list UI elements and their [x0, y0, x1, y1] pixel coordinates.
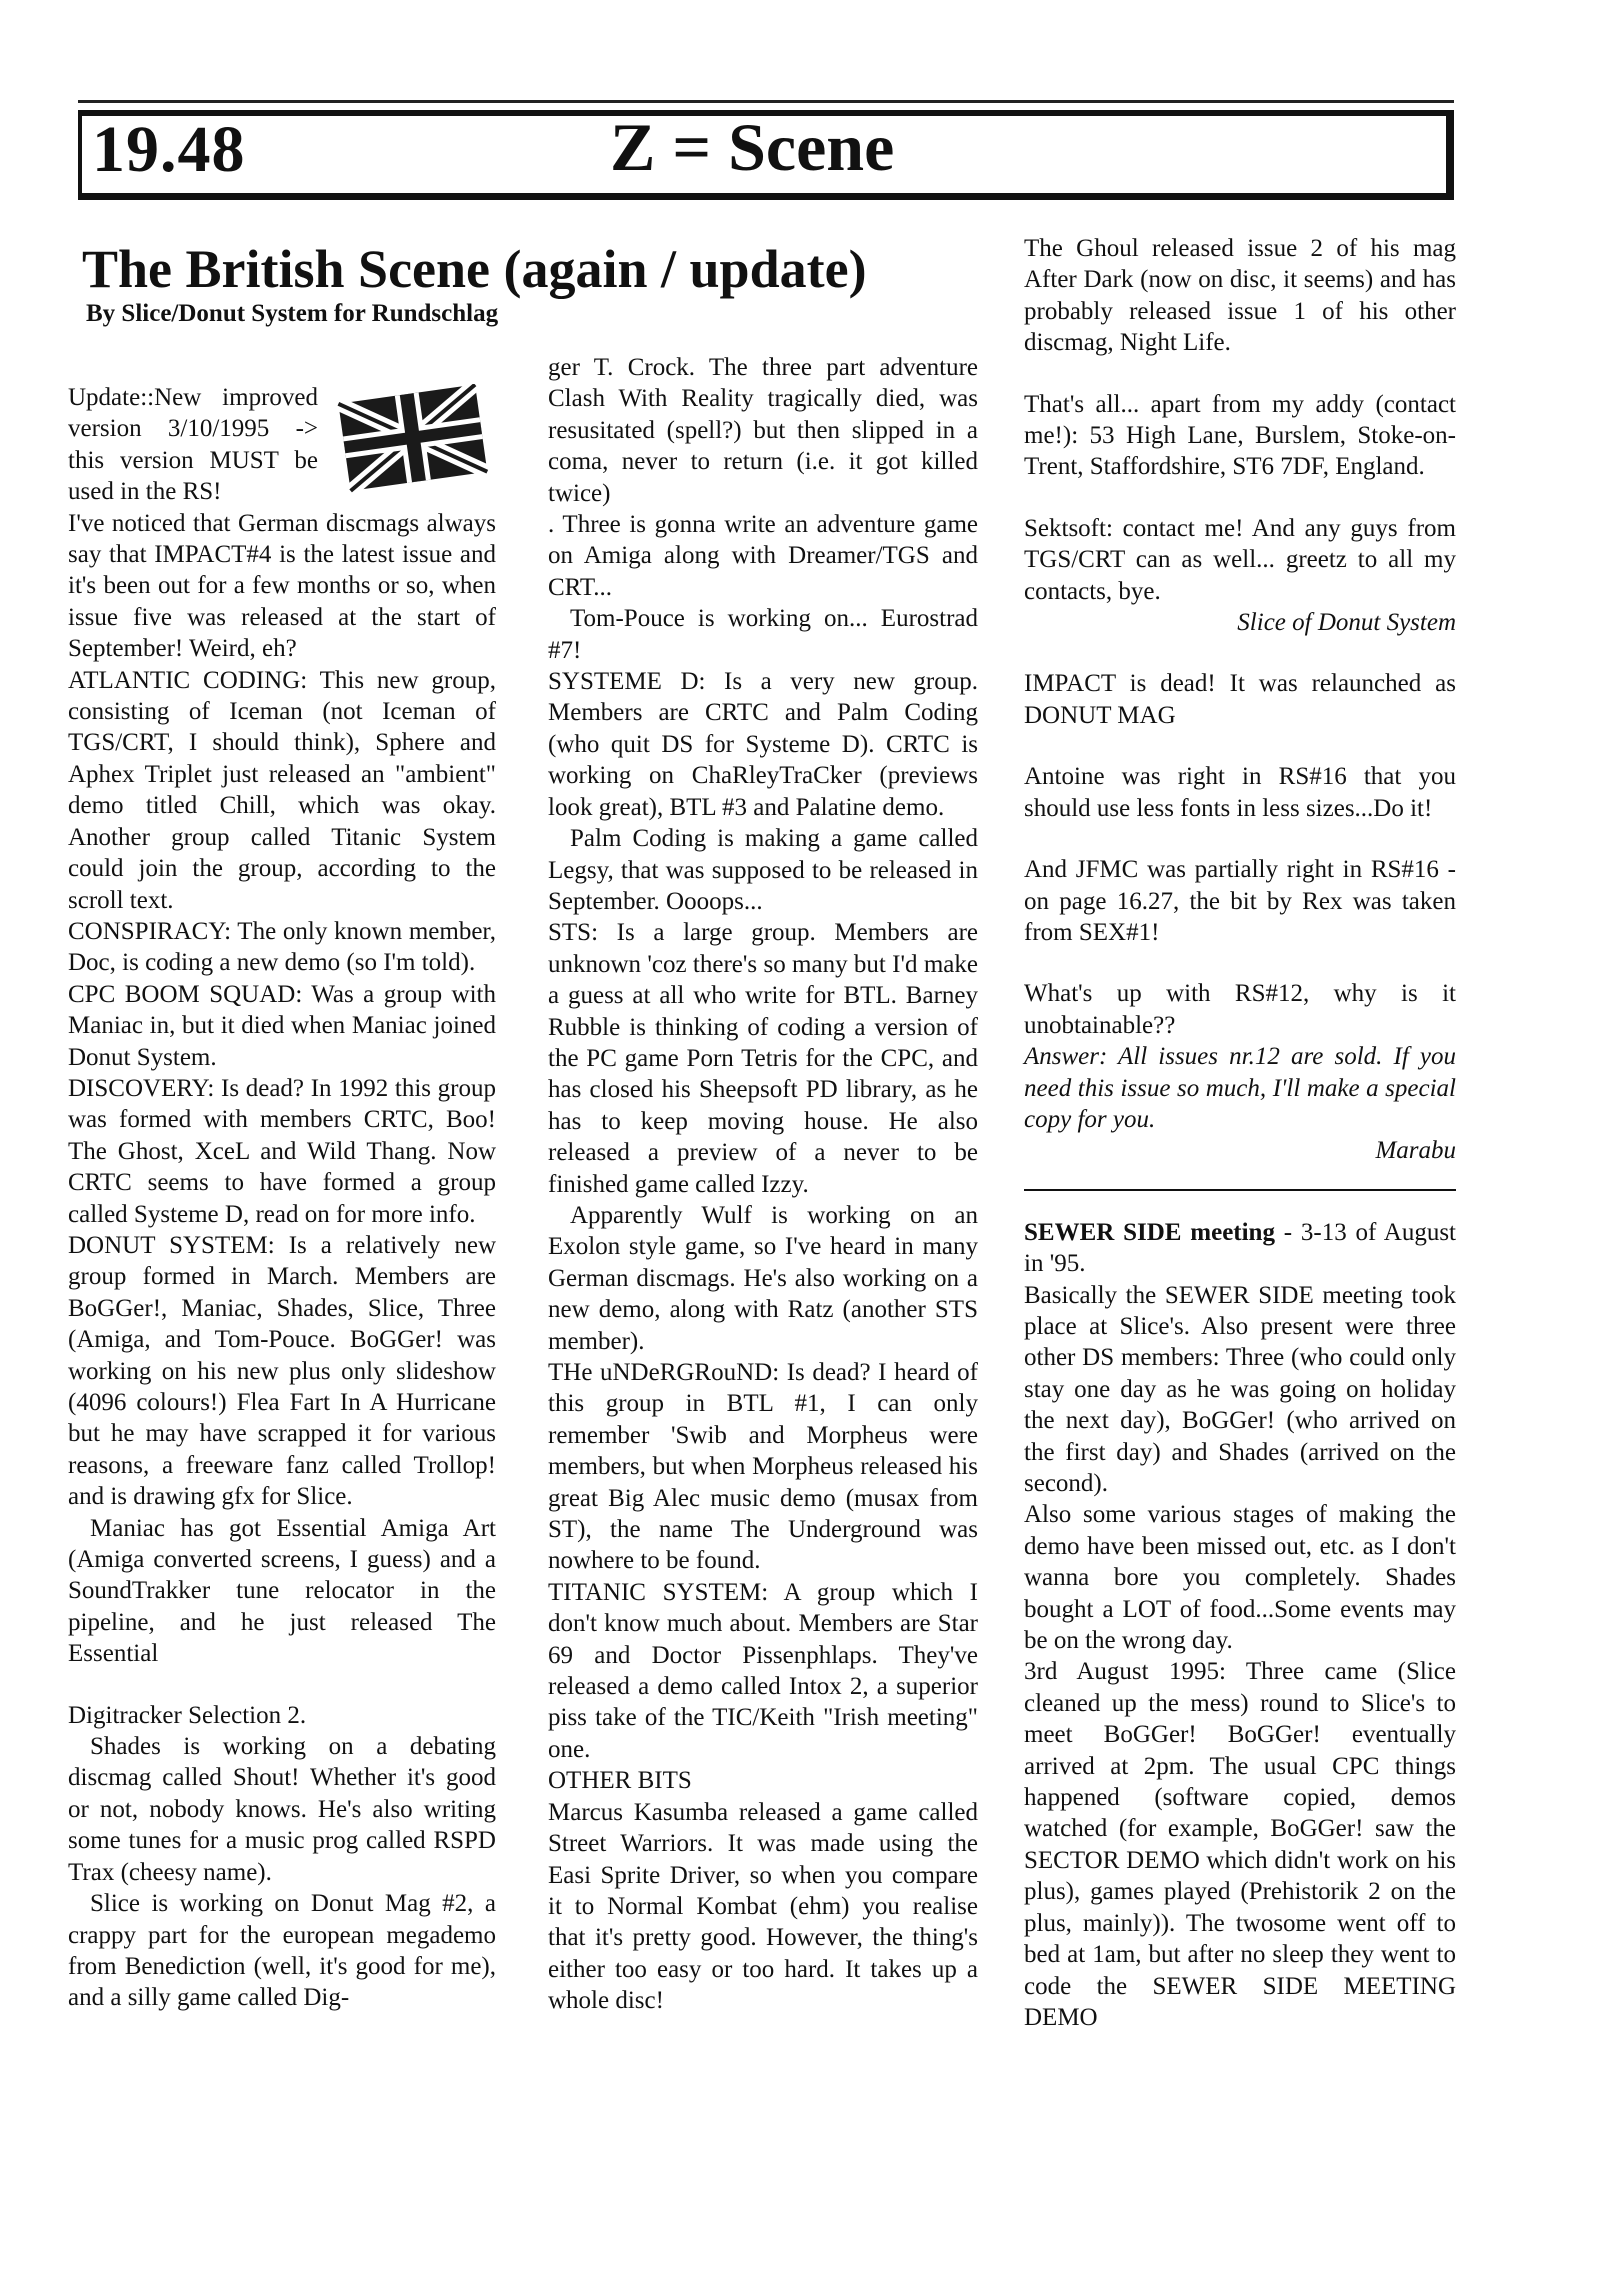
- paragraph: SYSTEME D: Is a very new group. Members are CRTC and Palm Coding (who quit DS for Systeme D). CRTC is working on ChaRleyTraCker (previews look great), BTL #3 and Palatine demo.: [548, 668, 978, 821]
- paragraph: Also some various stages of making the demo have been missed out, etc. as I don't wanna bore you completely. Shades bought a LOT of food...Some events may be on the wrong day.: [1024, 1501, 1456, 1655]
- paragraph: 3rd August 1995: Three came (Slice cleaned up the mess) round to Slice's to meet BoGGer! BoGGer! eventually arrived at 2pm. The usual CPC things happened (software copied, demos watched (for example, BoGGer! saw the SECTOR DEMO which didn't work on his plus), games played (Prehistorik 2 on the plus, mainly)). The twosome went off to bed at 1am, but after no sleep they went to code the SEWER SIDE MEETING DEMO: [1024, 1658, 1456, 2031]
- spacer: [68, 1670, 496, 1700]
- paragraph: Palm Coding is making a game called Legsy, that was supposed to be released in September. Oooops...: [548, 825, 978, 915]
- sewer-side-intro: [1024, 1217, 1456, 1280]
- top-rule: [78, 100, 1454, 103]
- article-title: The British Scene (again / update): [82, 239, 867, 299]
- column-2: [548, 352, 978, 2017]
- paragraph: I've noticed that German discmags always say that IMPACT#4 is the latest issue and it's been out for a few months or so, when issue five was released at the start of September! Weird, eh?: [68, 509, 496, 663]
- spacer: [1024, 638, 1456, 668]
- section-heading: OTHER BITS: [548, 1767, 692, 1795]
- paragraph: THe uNDeRGRouND: Is dead? I heard of this group in BTL #1, I can only remember 'Swib and Morpheus were members, but when Morpheus released his great Big Alec music demo (musax from ST), the name The Underground was nowhere to be found.: [548, 1359, 978, 1575]
- editor-signature: Marabu: [1375, 1137, 1456, 1165]
- signature: Slice of Donut System: [1237, 609, 1456, 637]
- paragraph: STS: Is a large group. Members are unknown 'coz there's so many but I'd make a guess at all who write for BTL. Barney Rubble is thinking of coding a version of the PC game Porn Tetris for the CPC, and has closed his Sheepsoft PD library, as he has to keep moving house. He also released a preview of a never to be finished game called Izzy.: [548, 919, 978, 1198]
- paragraph: The Ghoul released issue 2 of his mag After Dark (now on disc, it seems) and has probably released issue 1 of his other discmag, Night Life.: [1024, 235, 1456, 357]
- spacer: [1024, 948, 1456, 978]
- paragraph: Slice is working on Donut Mag #2, a crappy part for the european megademo from Benediction (well, it's good for me), and a silly game called Dig-: [68, 1890, 496, 2012]
- spacer: [1024, 359, 1456, 389]
- paragraph: CPC BOOM SQUAD: Was a group with Maniac in, but it died when Maniac joined Donut System.: [68, 980, 496, 1071]
- paragraph: ATLANTIC CODING: This new group, consisting of Iceman (not Iceman of TGS/CRT, I should think), Sphere and Aphex Triplet just released an "ambient" demo titled Chill, which was okay. Another group called Titanic System could join the group, according to the scroll text.: [68, 666, 496, 914]
- spacer: [1024, 731, 1456, 761]
- divider: [1024, 1189, 1456, 1191]
- column-1: [68, 382, 496, 2014]
- paragraph: Antoine was right in RS#16 that you should use less fonts in less sizes...Do it!: [1024, 763, 1456, 822]
- page-number: 19.48: [92, 113, 246, 186]
- sewer-side-dates: - 3-13 of August in '95.: [1024, 1218, 1456, 1278]
- paragraph: Apparently Wulf is working on an Exolon style game, so I've heard in many German discmags. He's also working on a new demo, along with Ratz (another STS member).: [548, 1201, 978, 1355]
- paragraph: DISCOVERY: Is dead? In 1992 this group was formed with members CRTC, Boo! The Ghost, XceL and Wild Thang. Now CRTC seems to have formed a group called Systeme D, read on for more info.: [68, 1074, 496, 1228]
- paragraph: IMPACT is dead! It was relaunched as DONUT MAG: [1024, 670, 1456, 729]
- editor-answer: Answer: All issues nr.12 are sold. If you need this issue so much, I'll make a special copy for you.: [1024, 1043, 1456, 1133]
- paragraph: Marcus Kasumba released a game called Street Warriors. It was made using the Easi Sprite Driver, so when you compare it to Normal Kombat (ehm) you realise that it's pretty good. However, the thing's either too easy or too hard. It takes up a whole disc!: [548, 1798, 978, 2015]
- update-note: Update::New improved version 3/10/1995 -> this version MUST be used in the RS!: [68, 384, 318, 506]
- contact-address: That's all... apart from my addy (contact me!): 53 High Lane, Burslem, Stoke-on- Trent, Staffordshire, ST6 7DF, England.: [1024, 390, 1456, 481]
- paragraph: Digitracker Selection 2.: [68, 1701, 307, 1729]
- sewer-side-heading: SEWER SIDE meeting: [1024, 1218, 1275, 1246]
- paragraph: What's up with RS#12, why is it unobtainable??: [1024, 980, 1456, 1039]
- paragraph: Sektsoft: contact me! And any guys from TGS/CRT can as well... greetz to all my contacts, bye.: [1024, 514, 1456, 605]
- paragraph: ger T. Crock. The three part adventure Clash With Reality tragically died, was resusitated (spell?) but then slipped in a coma, never to return (i.e. it got killed twice): [548, 354, 978, 507]
- paragraph: CONSPIRACY: The only known member, Doc, is coding a new demo (so I'm told).: [68, 917, 496, 977]
- union-jack-flag-icon: [326, 384, 496, 494]
- paragraph: Tom-Pouce is working on... Eurostrad #7!: [548, 605, 978, 664]
- paragraph: . Three is gonna write an adventure game on Amiga along with Dreamer/TGS and CRT...: [548, 511, 978, 601]
- paragraph: TITANIC SYSTEM: A group which I don't know much about. Members are Star 69 and Doctor Pissenphlaps. They've released a demo called Intox 2, a superior piss take of the TIC/Keith "Irish meeting" one.: [548, 1578, 978, 1763]
- paragraph: And JFMC was partially right in RS#16 - on page 16.27, the bit by Rex was taken from SEX#1!: [1024, 856, 1456, 946]
- magazine-title: Z = Scene: [610, 109, 895, 185]
- paragraph: Basically the SEWER SIDE meeting took place at Slice's. Also present were three other DS members: Three (who could only stay one day as he was going on holiday the next day), BoGGer! (who arrived on the first day) and Shades (arrived on the second).: [1024, 1281, 1456, 1497]
- spacer: [1024, 824, 1456, 854]
- spacer: [1024, 483, 1456, 513]
- paragraph: DONUT SYSTEM: Is a relatively new group formed in March. Members are BoGGer!, Maniac, Shades, Slice, Three (Amiga, and Tom-Pouce. BoGGer! was working on his new plus only slideshow (4096 colours!) Flea Fart In A Hurricane but he may have scrapped it for various reasons, a freeware fanz called Trollop! and is drawing gfx for Slice.: [68, 1231, 496, 1511]
- article-byline: By Slice/Donut System for Rundschlag: [86, 300, 499, 327]
- paragraph: Maniac has got Essential Amiga Art (Amiga converted screens, I guess) and a SoundTrakker tune relocator in the pipeline, and he just released The Essential: [68, 1514, 496, 1668]
- paragraph: Shades is working on a debating discmag called Shout! Whether it's good or not, nobody knows. He's also writing some tunes for a music prog called RSPD Trax (cheesy name).: [68, 1733, 496, 1886]
- column-3: [1024, 233, 1456, 2033]
